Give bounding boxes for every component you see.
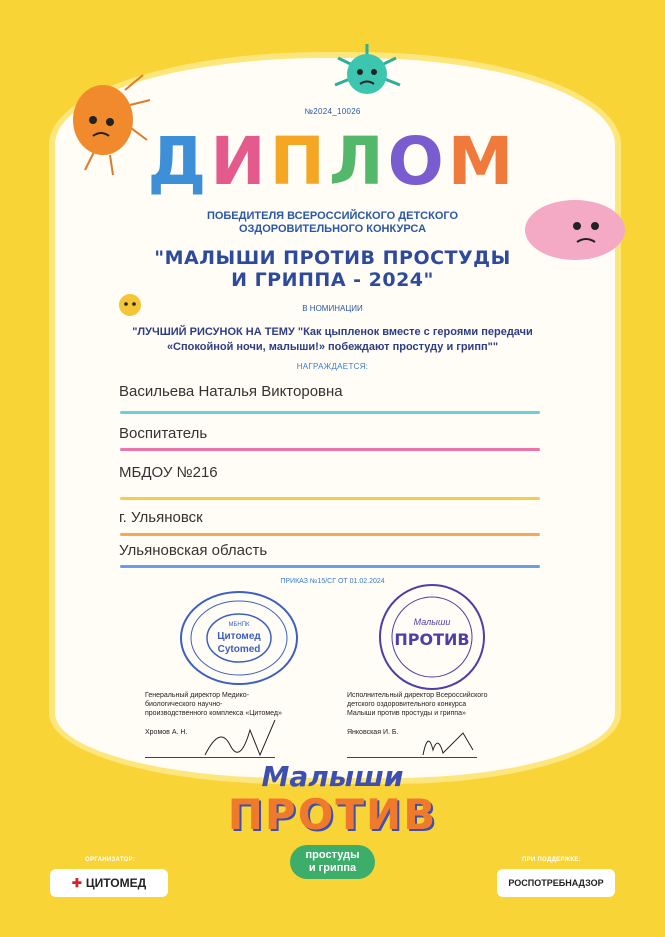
signatory-title-line: детского оздоровительного конкурса xyxy=(347,701,467,708)
underline-3 xyxy=(120,497,540,500)
recipient-position: Воспитатель xyxy=(119,425,208,442)
winner-subtitle xyxy=(0,210,665,236)
organizer-logo xyxy=(50,869,168,897)
title-letter: О xyxy=(387,123,448,200)
stamp-text: Цитомед xyxy=(217,631,261,642)
left-signature-line xyxy=(145,757,275,758)
certificate-title xyxy=(0,122,665,202)
title-letter: П xyxy=(269,123,329,200)
support-label: ПРИ ПОДДЕРЖКЕ: xyxy=(522,857,581,863)
awarded-label: НАГРАЖДАЕТСЯ: xyxy=(296,362,369,371)
subtitle-line: ОЗДОРОВИТЕЛЬНОГО КОНКУРСА xyxy=(238,223,427,235)
logo-line: простуды xyxy=(305,849,360,861)
underline-1 xyxy=(120,411,540,414)
contest-stamp xyxy=(375,583,490,691)
logo-line: и гриппа xyxy=(308,862,357,874)
right-signature xyxy=(418,725,478,760)
stamp-text: Малыши xyxy=(413,617,451,627)
logo-line: ПРОТИВ xyxy=(227,790,438,839)
title-letter: Д xyxy=(147,123,211,200)
left-signatory-title xyxy=(145,691,282,718)
nomination-line: «Спокойной ночи, малыши!» побеждают простуду и грипп"" xyxy=(166,341,499,353)
signatory-title-line: Исполнительный директор Всероссийского xyxy=(347,692,488,699)
nomination-line: "ЛУЧШИЙ РИСУНОК НА ТЕМУ "Как цыпленок вместе с героями передачи xyxy=(132,326,533,338)
certificate-number: №2024_10026 xyxy=(304,107,361,116)
title-letter: И xyxy=(210,123,270,200)
recipient-name: Васильева Наталья Викторовна xyxy=(119,383,343,400)
underline-4 xyxy=(120,533,540,536)
cytomed-stamp xyxy=(178,588,300,688)
contest-name xyxy=(0,247,665,291)
right-signatory-title xyxy=(347,691,487,718)
contest-line: И ГРИППА - 2024" xyxy=(231,269,434,291)
stamp-text: Cytomed xyxy=(217,644,261,655)
recipient-city: г. Ульяновск xyxy=(119,509,203,526)
underline-2 xyxy=(120,448,540,451)
organizer-label: ОРГАНИЗАТОР: xyxy=(85,857,136,863)
title-letter: Л xyxy=(328,123,388,200)
right-signature-line xyxy=(347,757,477,758)
signatory-title-line: Малыши против простуды и гриппа» xyxy=(347,710,466,717)
subtitle-line: ПОБЕДИТЕЛЯ ВСЕРОССИЙСКОГО ДЕТСКОГО xyxy=(206,210,459,222)
cytomed-mark-icon: ✚ xyxy=(71,876,82,890)
recipient-organization: МБДОУ №216 xyxy=(119,464,218,481)
signatory-title-line: Генеральный директор Медико- xyxy=(145,692,250,699)
order-reference: ПРИКАЗ №15/СГ ОТ 01.02.2024 xyxy=(280,578,385,585)
organizer-name: ЦИТОМЕД xyxy=(85,876,147,890)
stamp-text: ПРОТИВ xyxy=(394,630,470,649)
left-signatory-name: Хромов А. Н. xyxy=(145,729,188,736)
teal-germ-illustration xyxy=(330,40,405,105)
recipient-region: Ульяновская область xyxy=(119,542,268,559)
left-signature xyxy=(200,715,280,760)
nomination-label: В НОМИНАЦИИ xyxy=(302,304,363,313)
stamp-text: МБНПК xyxy=(228,622,250,628)
support-logo: РОСПОТРЕБНАДЗОР xyxy=(497,869,615,897)
underline-5 xyxy=(120,565,540,568)
signatory-title-line: биологического научно- xyxy=(145,701,223,708)
signatory-title-line: производственного комплекса «Цитомед» xyxy=(145,710,282,717)
nomination-text xyxy=(0,325,665,355)
right-signatory-name: Янковская И. Б. xyxy=(347,729,399,736)
contest-line: "МАЛЫШИ ПРОТИВ ПРОСТУДЫ xyxy=(154,247,511,269)
title-letter: М xyxy=(447,123,518,200)
logo-line: Малыши xyxy=(261,760,404,793)
